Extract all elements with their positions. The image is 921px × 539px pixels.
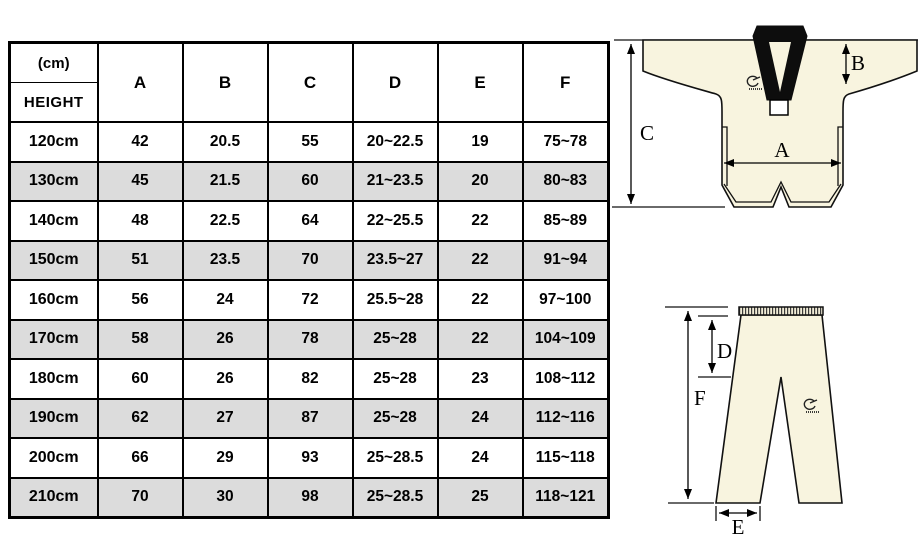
size-cell: 42: [98, 122, 183, 162]
table-row: [10, 359, 609, 399]
dim-label-d: D: [717, 339, 733, 363]
size-cell: 19: [438, 122, 523, 162]
table-row: [10, 438, 609, 478]
table-row: [10, 162, 609, 202]
size-cell: 82: [268, 359, 353, 399]
size-cell: 25~28: [353, 399, 438, 439]
size-cell: 97~100: [523, 280, 609, 320]
size-cell: 62: [98, 399, 183, 439]
row-height-label: 120cm: [10, 122, 98, 162]
size-cell: 22: [438, 201, 523, 241]
dim-label-a: A: [774, 138, 790, 162]
size-cell: 104~109: [523, 320, 609, 360]
pants-waistband: [739, 307, 823, 315]
size-cell: 20.5: [183, 122, 268, 162]
size-cell: 23.5~27: [353, 241, 438, 281]
size-cell: 26: [183, 320, 268, 360]
size-cell: 25~28: [353, 359, 438, 399]
size-cell: 25: [438, 478, 523, 518]
size-cell: 91~94: [523, 241, 609, 281]
size-cell: 108~112: [523, 359, 609, 399]
size-cell: 22: [438, 241, 523, 281]
pants-outline: [716, 315, 842, 503]
size-cell: 78: [268, 320, 353, 360]
size-cell: 30: [183, 478, 268, 518]
size-cell: 21~23.5: [353, 162, 438, 202]
row-height-label: 190cm: [10, 399, 98, 439]
pants-diagram: [610, 280, 921, 539]
size-cell: 64: [268, 201, 353, 241]
size-cell: 22: [438, 280, 523, 320]
col-header-f: F: [523, 43, 609, 123]
size-cell: 80~83: [523, 162, 609, 202]
size-cell: 70: [268, 241, 353, 281]
row-height-label: 140cm: [10, 201, 98, 241]
col-header-d: D: [353, 43, 438, 123]
row-height-label: 160cm: [10, 280, 98, 320]
size-cell: 48: [98, 201, 183, 241]
size-cell: 55: [268, 122, 353, 162]
header-row-top: [10, 43, 609, 83]
col-header-b: B: [183, 43, 268, 123]
size-cell: 25~28.5: [353, 438, 438, 478]
size-cell: 51: [98, 241, 183, 281]
row-height-label: 170cm: [10, 320, 98, 360]
size-cell: 60: [268, 162, 353, 202]
table-row: [10, 320, 609, 360]
size-cell: 29: [183, 438, 268, 478]
size-cell: 20~22.5: [353, 122, 438, 162]
size-table-body: [10, 122, 609, 518]
size-cell: 115~118: [523, 438, 609, 478]
size-cell: 70: [98, 478, 183, 518]
corner-height-label: HEIGHT: [10, 83, 98, 123]
dim-label-b: B: [851, 51, 866, 75]
size-cell: 112~116: [523, 399, 609, 439]
size-cell: 75~78: [523, 122, 609, 162]
size-cell: 23: [438, 359, 523, 399]
size-cell: 23.5: [183, 241, 268, 281]
table-row: [10, 201, 609, 241]
size-cell: 24: [183, 280, 268, 320]
col-header-c: C: [268, 43, 353, 123]
row-height-label: 180cm: [10, 359, 98, 399]
row-height-label: 200cm: [10, 438, 98, 478]
size-cell: 21.5: [183, 162, 268, 202]
table-row: [10, 241, 609, 281]
size-table: [8, 41, 610, 519]
row-height-label: 150cm: [10, 241, 98, 281]
size-cell: 118~121: [523, 478, 609, 518]
size-cell: 93: [268, 438, 353, 478]
size-cell: 20: [438, 162, 523, 202]
size-cell: 22~25.5: [353, 201, 438, 241]
size-cell: 24: [438, 399, 523, 439]
dim-label-c: C: [640, 121, 655, 145]
row-height-label: 210cm: [10, 478, 98, 518]
size-cell: 27: [183, 399, 268, 439]
size-cell: 56: [98, 280, 183, 320]
size-cell: 66: [98, 438, 183, 478]
table-row: [10, 122, 609, 162]
table-row: [10, 399, 609, 439]
size-cell: 25~28: [353, 320, 438, 360]
col-header-a: A: [98, 43, 183, 123]
size-cell: 24: [438, 438, 523, 478]
size-cell: 22: [438, 320, 523, 360]
size-cell: 98: [268, 478, 353, 518]
dim-label-e: E: [731, 515, 745, 539]
size-cell: 22.5: [183, 201, 268, 241]
size-cell: 85~89: [523, 201, 609, 241]
row-height-label: 130cm: [10, 162, 98, 202]
size-cell: 87: [268, 399, 353, 439]
jacket-label-tag: [770, 100, 788, 115]
size-cell: 60: [98, 359, 183, 399]
size-cell: 26: [183, 359, 268, 399]
corner-unit-label: (cm): [10, 43, 98, 83]
size-cell: 58: [98, 320, 183, 360]
size-cell: 45: [98, 162, 183, 202]
size-cell: 25.5~28: [353, 280, 438, 320]
size-cell: 72: [268, 280, 353, 320]
size-cell: 25~28.5: [353, 478, 438, 518]
table-row: [10, 478, 609, 518]
col-header-e: E: [438, 43, 523, 123]
table-row: [10, 280, 609, 320]
dim-label-f: F: [694, 386, 706, 410]
jacket-diagram: [610, 0, 921, 240]
